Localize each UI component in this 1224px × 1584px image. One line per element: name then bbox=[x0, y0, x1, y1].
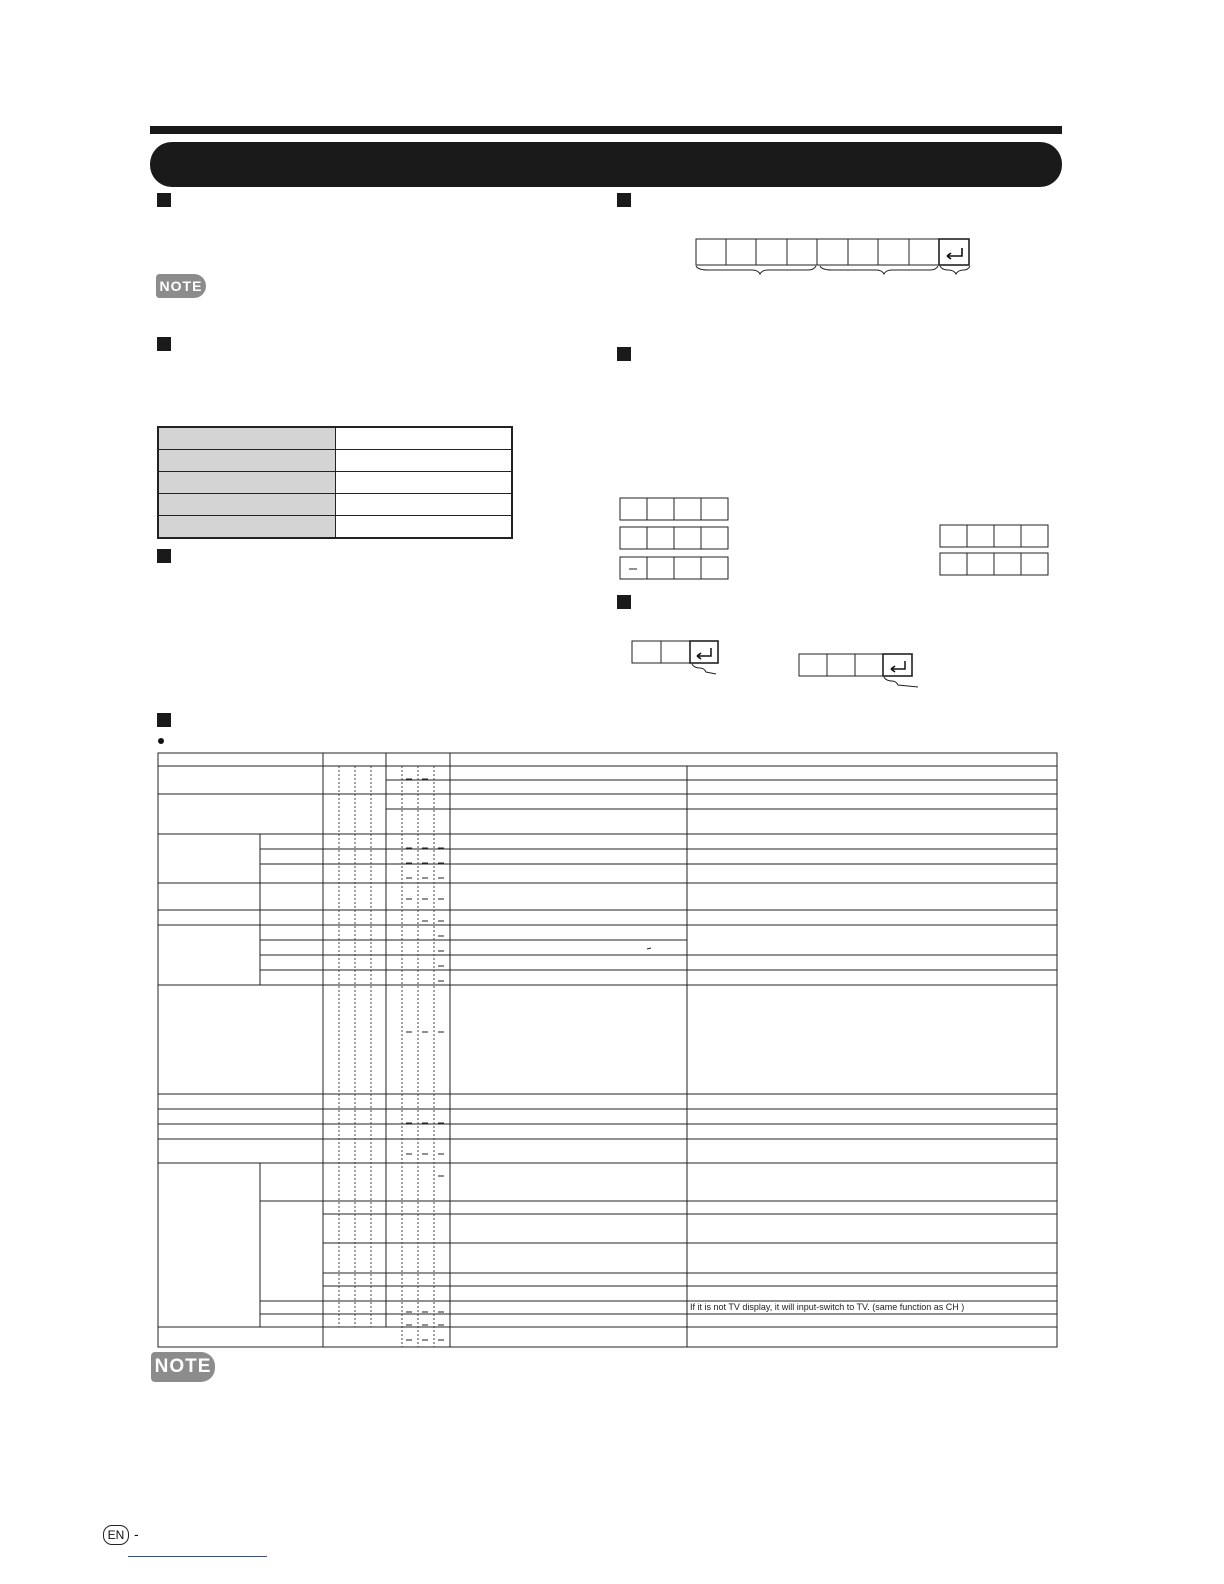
section-marker bbox=[617, 193, 631, 207]
section-marker bbox=[617, 347, 631, 361]
section-marker bbox=[157, 549, 171, 563]
communication-settings-table bbox=[157, 426, 513, 539]
parameter-examples bbox=[615, 494, 1055, 584]
table-cell bbox=[158, 450, 336, 472]
table-cell bbox=[158, 472, 336, 494]
table-cell bbox=[336, 472, 513, 494]
section-marker bbox=[157, 193, 171, 207]
command-format-diagram bbox=[690, 234, 980, 284]
top-rule bbox=[150, 126, 1062, 134]
table-cell bbox=[336, 516, 513, 539]
command-table bbox=[157, 752, 1059, 1350]
response-code-diagram bbox=[628, 638, 928, 698]
table-cell bbox=[336, 494, 513, 516]
section-marker bbox=[157, 337, 171, 351]
section-marker bbox=[157, 713, 171, 727]
table-cell bbox=[158, 427, 336, 450]
table-cell bbox=[158, 494, 336, 516]
footer-link-underline bbox=[128, 1556, 267, 1557]
table-cell bbox=[158, 516, 336, 539]
title-banner bbox=[150, 142, 1062, 187]
note-badge: NOTE bbox=[156, 274, 206, 298]
bullet bbox=[158, 738, 164, 744]
note-badge: NOTE bbox=[151, 1352, 215, 1382]
row-note-text: If it is not TV display, it will input-switch to TV. (same function as CH ) bbox=[690, 1302, 965, 1312]
section-marker bbox=[617, 595, 631, 609]
table-cell bbox=[336, 427, 513, 450]
page-number-dash: - bbox=[134, 1526, 139, 1542]
table-cell bbox=[336, 450, 513, 472]
language-badge: EN bbox=[103, 1525, 129, 1545]
